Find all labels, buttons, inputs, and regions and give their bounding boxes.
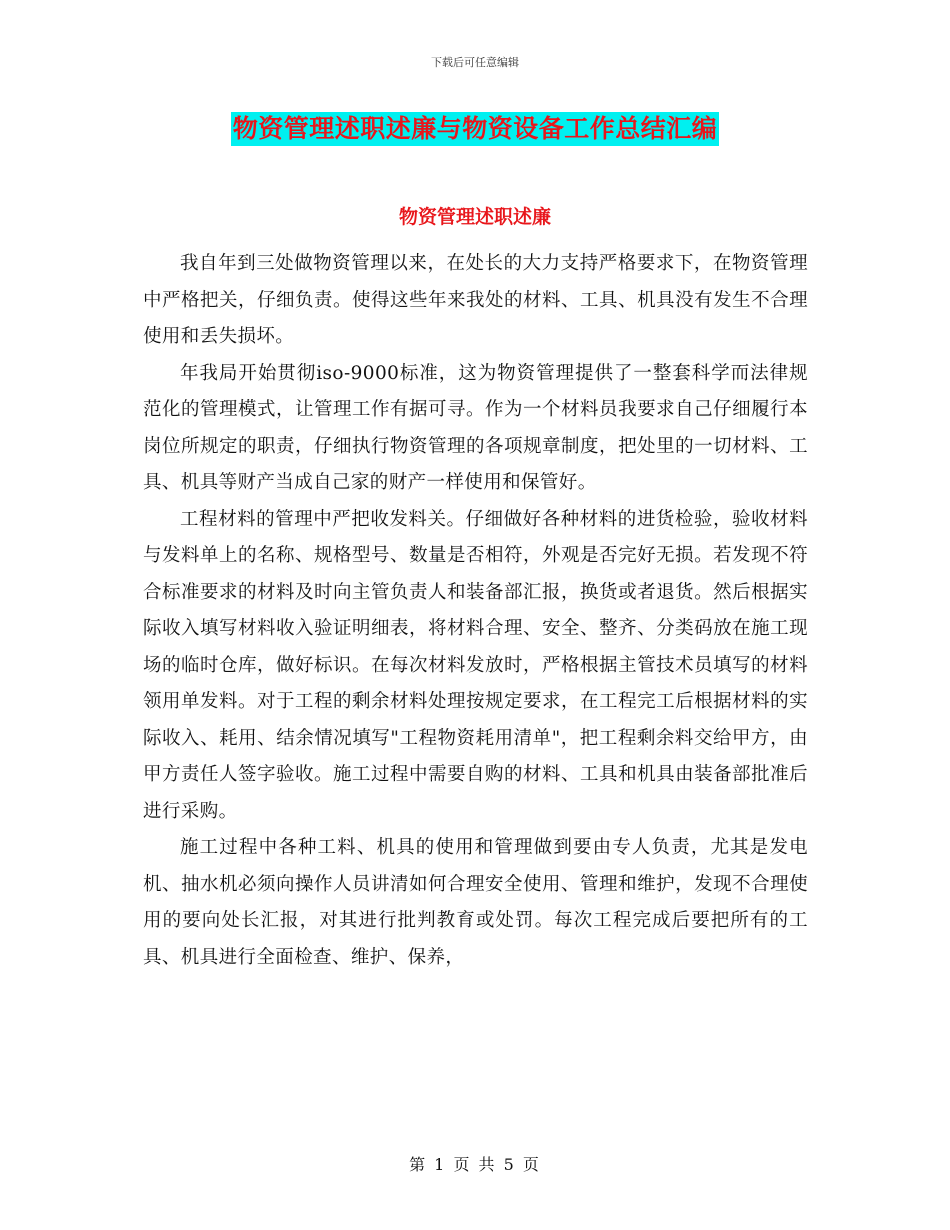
- title-container: [0, 112, 950, 146]
- header-note: 下载后可任意编辑: [431, 56, 519, 69]
- paragraph-2: 年我局开始贯彻iso-9000标准，这为物资管理提供了一整套科学而法律规范化的管理模式，让管理工作有据可寻。作为一个材料员我要求自己仔细履行本岗位所规定的职责，仔细执行物资管理的各项规章制度，把处里的一切材料、工具、机具等财产当成自己家的财产一样使用和保管好。: [143, 362, 808, 493]
- paragraph-4: 施工过程中各种工料、机具的使用和管理做到要由专人负责，尤其是发电机、抽水机必须向操作人员讲清如何合理安全使用、管理和维护，发现不合理使用的要向处长汇报，对其进行批判教育或处罚。每次工程完成后要把所有的工具、机具进行全面检查、维护、保养，: [143, 837, 808, 968]
- paragraph-1: 我自年到三处做物资管理以来，在处长的大力支持严格要求下，在物资管理中严格把关，仔细负责。使得这些年来我处的材料、工具、机具没有发生不合理使用和丢失损坏。: [143, 253, 808, 347]
- document-body: [143, 246, 808, 976]
- document-title: 物资管理述职述廉与物资设备工作总结汇编: [231, 112, 720, 146]
- page-footer: 第 1 页 共 5 页: [409, 1155, 541, 1174]
- paragraph-3: 工程材料的管理中严把收发料关。仔细做好各种材料的进货检验，验收材料与发料单上的名称、规格型号、数量是否相符，外观是否完好无损。若发现不符合标准要求的材料及时向主管负责人和装备部汇报，换货或者退货。然后根据实际收入填写材料收入验证明细表，将材料合理、安全、整齐、分类码放在施工现场的临时仓库，做好标识。在每次材料发放时，严格根据主管技术员填写的材料领用单发料。对于工程的剩余材料处理按规定要求，在工程完工后根据材料的实际收入、耗用、结余情况填写"工程物资耗用清单"，把工程剩余料交给甲方，由甲方责任人签字验收。施工过程中需要自购的材料、工具和机具由装备部批准后进行采购。: [143, 508, 808, 822]
- section-title: 物资管理述职述廉: [398, 206, 551, 228]
